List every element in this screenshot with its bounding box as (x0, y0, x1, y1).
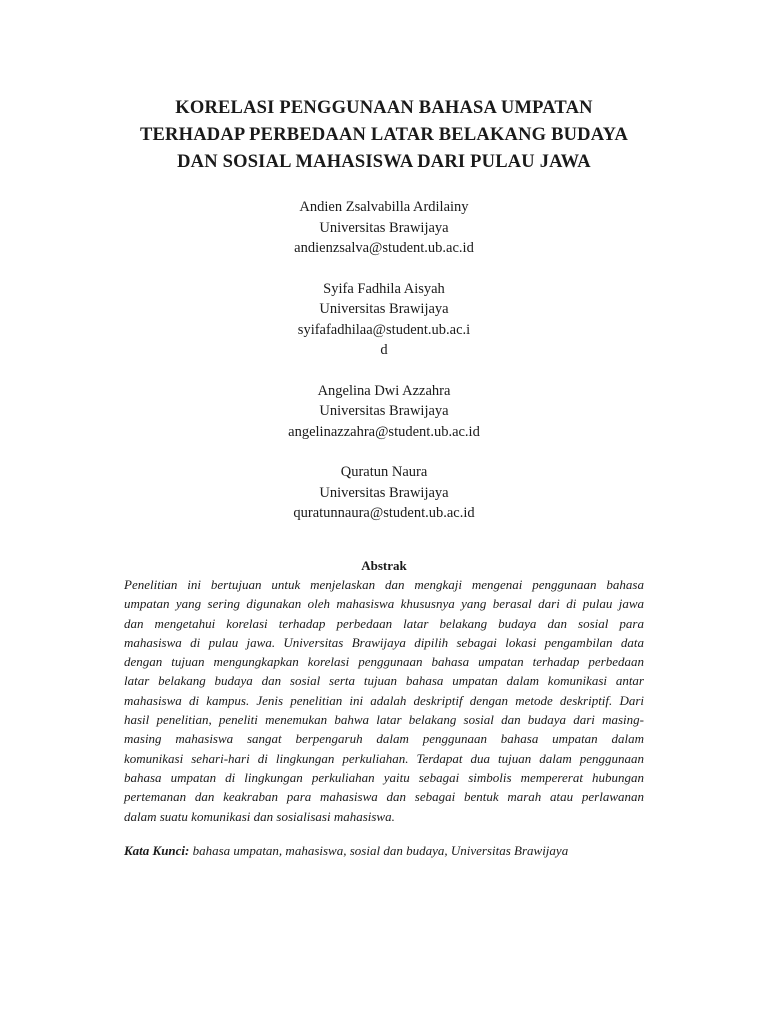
author-block (184, 279, 584, 361)
author-email: quratunnaura@student.ub.ac.id (293, 505, 475, 521)
author-email-continued: d (380, 342, 388, 358)
title-line-2: TERHADAP PERBEDAAN LATAR BELAKANG BUDAYA (139, 125, 629, 145)
author-affiliation: Universitas Brawijaya (319, 219, 449, 236)
author-email: syifafadhilaa@student.ub.ac.i (297, 321, 471, 338)
abstract-body (124, 575, 644, 826)
author-name: Angelina Dwi Azzahra (317, 382, 451, 399)
keywords (124, 841, 644, 860)
abstract-line: dengan tujuan mengungkapkan korelasi penggunaan bahasa umpatan terhadap perbedaan (124, 654, 644, 670)
author-list (184, 197, 584, 544)
author-email: angelinazzahra@student.ub.ac.id (288, 423, 480, 440)
keywords-label: Kata Kunci: (124, 843, 190, 858)
author-block (184, 381, 584, 443)
author-affiliation: Universitas Brawijaya (319, 301, 449, 317)
abstract-line: hasil penelitian, peneliti menemukan bahwa latar belakang sosial dan budaya dari masing- (124, 712, 644, 728)
paper-title (100, 95, 668, 176)
abstract-line: komunikasi sehari-hari di lingkungan perkuliahan. Terdapat dua tujuan dalam penggunaan (124, 750, 644, 766)
author-name: Syifa Fadhila Aisyah (323, 280, 445, 297)
author-email: andienzsalva@student.ub.ac.id (294, 240, 474, 256)
abstract-line: Penelitian ini bertujuan untuk menjelaskan dan mengkaji mengenai penggunaan bahasa (124, 577, 644, 592)
abstract-line: latar belakang budaya dan sosial serta tujuan bahasa umpatan dalam komunikasi antar (124, 673, 644, 689)
abstract-line: dalam suatu komunikasi dan sosialisasi mahasiswa. (124, 808, 395, 824)
abstract-line: masing mahasiswa sangat berpengaruh dalam penggunaan bahasa umpatan dalam (124, 731, 644, 747)
abstract-heading: Abstrak (361, 558, 407, 573)
author-affiliation: Universitas Brawijaya (319, 403, 449, 419)
author-name: Quratun Naura (340, 464, 428, 480)
abstract-line: bahasa umpatan di lingkungan perkuliahan yaitu sebagai simbolis mempererat hubungan (124, 769, 644, 785)
author-block (184, 197, 584, 259)
abstract-line: pertemanan dan keakraban para mahasiswa dan sebagai bentuk marah atau perlawanan (124, 789, 644, 805)
abstract-line: mahasiswa di pulau jawa. Universitas Brawijaya dipilih sebagai lokasi pengambilan data (124, 634, 644, 650)
author-name: Andien Zsalvabilla Ardilainy (299, 199, 469, 215)
title-line-3: DAN SOSIAL MAHASISWA DARI PULAU JAWA (177, 152, 591, 172)
keywords-text: bahasa umpatan, mahasiswa, sosial dan budaya, Universitas Brawijaya (189, 843, 569, 858)
abstract-line: dan mengetahui korelasi terhadap perbedaan latar belakang budaya dan sosial para (124, 615, 644, 631)
abstract-line: mahasiswa di kampus. Jenis penelitian ini adalah deskriptif dengan metode deskriptif. Dari (124, 692, 644, 708)
author-block (184, 462, 584, 524)
abstract-line: umpatan yang sering digunakan oleh mahasiswa khususnya yang berasal dari di pulau jawa (124, 596, 644, 612)
author-affiliation: Universitas Brawijaya (319, 484, 449, 501)
title-line-1: KORELASI PENGGUNAAN BAHASA UMPATAN (175, 98, 593, 118)
